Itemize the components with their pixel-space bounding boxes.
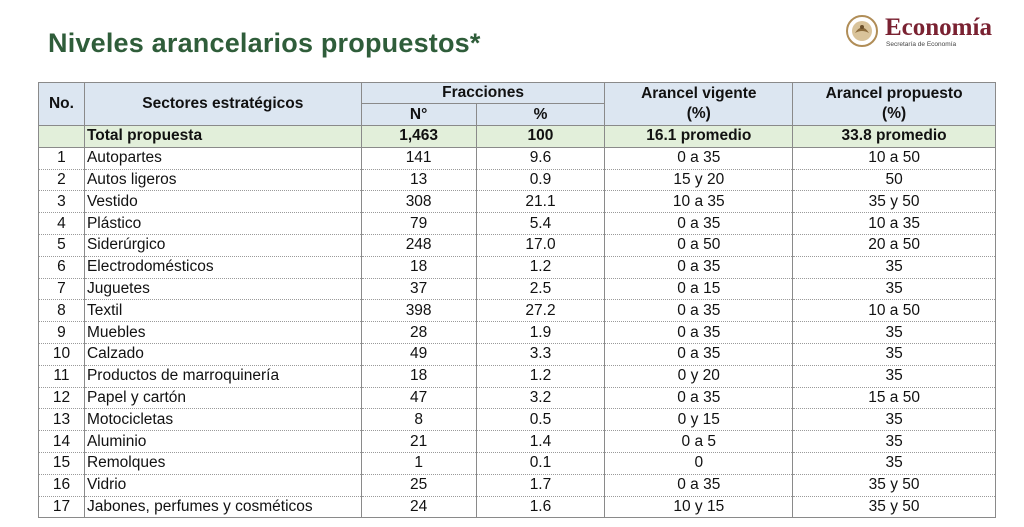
row-arancel-vigente: 0 a 50 [605, 234, 793, 256]
eagle-emblem-icon [845, 14, 879, 48]
row-arancel-vigente: 0 a 15 [605, 278, 793, 300]
row-n: 248 [361, 234, 476, 256]
row-n: 18 [361, 365, 476, 387]
row-number: 8 [39, 300, 85, 322]
row-arancel-vigente: 0 a 35 [605, 300, 793, 322]
logo-subtitle: Secretaría de Economía [886, 41, 957, 48]
row-number: 7 [39, 278, 85, 300]
total-vigente: 16.1 promedio [605, 126, 793, 148]
row-arancel-vigente: 0 y 20 [605, 365, 793, 387]
row-arancel-vigente: 0 a 35 [605, 256, 793, 278]
row-arancel-vigente: 0 a 35 [605, 213, 793, 235]
table-row [39, 409, 996, 431]
table-row [39, 474, 996, 496]
total-propuesto: 33.8 promedio [793, 126, 996, 148]
row-pct: 5.4 [476, 213, 605, 235]
row-arancel-propuesto: 10 a 35 [793, 213, 996, 235]
row-arancel-vigente: 0 a 35 [605, 322, 793, 344]
row-number: 2 [39, 169, 85, 191]
row-arancel-propuesto: 35 [793, 256, 996, 278]
row-n: 47 [361, 387, 476, 409]
row-arancel-propuesto: 20 a 50 [793, 234, 996, 256]
row-n: 37 [361, 278, 476, 300]
row-number: 14 [39, 431, 85, 453]
row-arancel-vigente: 10 a 35 [605, 191, 793, 213]
row-number: 10 [39, 343, 85, 365]
header-propuesto-line2: (%) [882, 105, 907, 122]
row-arancel-propuesto: 35 [793, 343, 996, 365]
row-number: 16 [39, 474, 85, 496]
header-propuesto-line1: Arancel propuesto [825, 85, 963, 102]
row-arancel-vigente: 15 y 20 [605, 169, 793, 191]
row-arancel-propuesto: 35 [793, 322, 996, 344]
row-arancel-propuesto: 35 y 50 [793, 191, 996, 213]
row-pct: 17.0 [476, 234, 605, 256]
page-title: Niveles arancelarios propuestos* [48, 28, 481, 58]
row-n: 398 [361, 300, 476, 322]
row-pct: 1.2 [476, 365, 605, 387]
row-sector: Vestido [84, 191, 361, 213]
row-arancel-propuesto: 15 a 50 [793, 387, 996, 409]
row-sector: Juguetes [84, 278, 361, 300]
row-pct: 1.9 [476, 322, 605, 344]
row-sector: Vidrio [84, 474, 361, 496]
table-row [39, 256, 996, 278]
row-pct: 3.2 [476, 387, 605, 409]
row-pct: 0.5 [476, 409, 605, 431]
row-number: 6 [39, 256, 85, 278]
row-n: 18 [361, 256, 476, 278]
row-pct: 1.7 [476, 474, 605, 496]
row-number: 4 [39, 213, 85, 235]
row-arancel-propuesto: 35 [793, 365, 996, 387]
header-n: N° [361, 104, 476, 126]
row-number: 13 [39, 409, 85, 431]
tariff-table [38, 82, 996, 518]
row-arancel-vigente: 0 a 35 [605, 474, 793, 496]
row-sector: Plástico [84, 213, 361, 235]
row-arancel-vigente: 10 y 15 [605, 496, 793, 518]
row-arancel-propuesto: 10 a 50 [793, 147, 996, 169]
logo-brand: Economía [885, 14, 992, 41]
row-number: 1 [39, 147, 85, 169]
row-n: 49 [361, 343, 476, 365]
row-arancel-vigente: 0 a 5 [605, 431, 793, 453]
row-pct: 1.6 [476, 496, 605, 518]
row-n: 1 [361, 452, 476, 474]
row-n: 25 [361, 474, 476, 496]
row-number: 9 [39, 322, 85, 344]
row-number: 12 [39, 387, 85, 409]
table-row [39, 322, 996, 344]
total-label: Total propuesta [84, 126, 361, 148]
row-arancel-vigente: 0 y 15 [605, 409, 793, 431]
table-row [39, 365, 996, 387]
row-sector: Motocicletas [84, 409, 361, 431]
row-n: 308 [361, 191, 476, 213]
total-row [39, 126, 996, 148]
row-number: 11 [39, 365, 85, 387]
row-sector: Calzado [84, 343, 361, 365]
table-row [39, 387, 996, 409]
header-no: No. [39, 83, 85, 126]
total-n: 1,463 [361, 126, 476, 148]
table-row [39, 431, 996, 453]
row-pct: 21.1 [476, 191, 605, 213]
row-number: 3 [39, 191, 85, 213]
row-n: 13 [361, 169, 476, 191]
table-row [39, 300, 996, 322]
header-fracciones: Fracciones [361, 83, 605, 104]
row-pct: 27.2 [476, 300, 605, 322]
row-n: 21 [361, 431, 476, 453]
total-no [39, 126, 85, 148]
row-n: 141 [361, 147, 476, 169]
table-row [39, 213, 996, 235]
row-sector: Aluminio [84, 431, 361, 453]
row-n: 24 [361, 496, 476, 518]
row-arancel-propuesto: 35 [793, 409, 996, 431]
row-arancel-propuesto: 50 [793, 169, 996, 191]
table-row [39, 278, 996, 300]
row-arancel-vigente: 0 a 35 [605, 387, 793, 409]
total-pct: 100 [476, 126, 605, 148]
row-arancel-vigente: 0 a 35 [605, 147, 793, 169]
row-sector: Autos ligeros [84, 169, 361, 191]
row-sector: Textil [84, 300, 361, 322]
table-row [39, 496, 996, 518]
table-row [39, 234, 996, 256]
row-pct: 3.3 [476, 343, 605, 365]
row-sector: Electrodomésticos [84, 256, 361, 278]
table-row [39, 452, 996, 474]
row-n: 79 [361, 213, 476, 235]
row-sector: Productos de marroquinería [84, 365, 361, 387]
header-sector: Sectores estratégicos [84, 83, 361, 126]
row-sector: Remolques [84, 452, 361, 474]
row-n: 28 [361, 322, 476, 344]
row-sector: Siderúrgico [84, 234, 361, 256]
row-pct: 1.4 [476, 431, 605, 453]
row-arancel-propuesto: 35 [793, 452, 996, 474]
row-arancel-propuesto: 35 y 50 [793, 496, 996, 518]
header-pct: % [476, 104, 605, 126]
header-arancel-propuesto [793, 83, 996, 126]
row-arancel-propuesto: 35 y 50 [793, 474, 996, 496]
row-sector: Muebles [84, 322, 361, 344]
row-arancel-propuesto: 35 [793, 278, 996, 300]
row-arancel-propuesto: 35 [793, 431, 996, 453]
table-row [39, 147, 996, 169]
row-pct: 1.2 [476, 256, 605, 278]
row-number: 5 [39, 234, 85, 256]
row-pct: 2.5 [476, 278, 605, 300]
row-sector: Jabones, perfumes y cosméticos [84, 496, 361, 518]
row-sector: Autopartes [84, 147, 361, 169]
table-row [39, 343, 996, 365]
row-arancel-vigente: 0 a 35 [605, 343, 793, 365]
header-arancel-vigente [605, 83, 793, 126]
row-pct: 0.9 [476, 169, 605, 191]
header-vigente-line1: Arancel vigente [641, 85, 757, 102]
row-number: 17 [39, 496, 85, 518]
row-pct: 0.1 [476, 452, 605, 474]
economia-logo [845, 14, 1010, 50]
row-sector: Papel y cartón [84, 387, 361, 409]
table-row [39, 191, 996, 213]
header-vigente-line2: (%) [686, 105, 711, 122]
row-arancel-propuesto: 10 a 50 [793, 300, 996, 322]
row-arancel-vigente: 0 [605, 452, 793, 474]
table-row [39, 169, 996, 191]
row-pct: 9.6 [476, 147, 605, 169]
row-number: 15 [39, 452, 85, 474]
row-n: 8 [361, 409, 476, 431]
